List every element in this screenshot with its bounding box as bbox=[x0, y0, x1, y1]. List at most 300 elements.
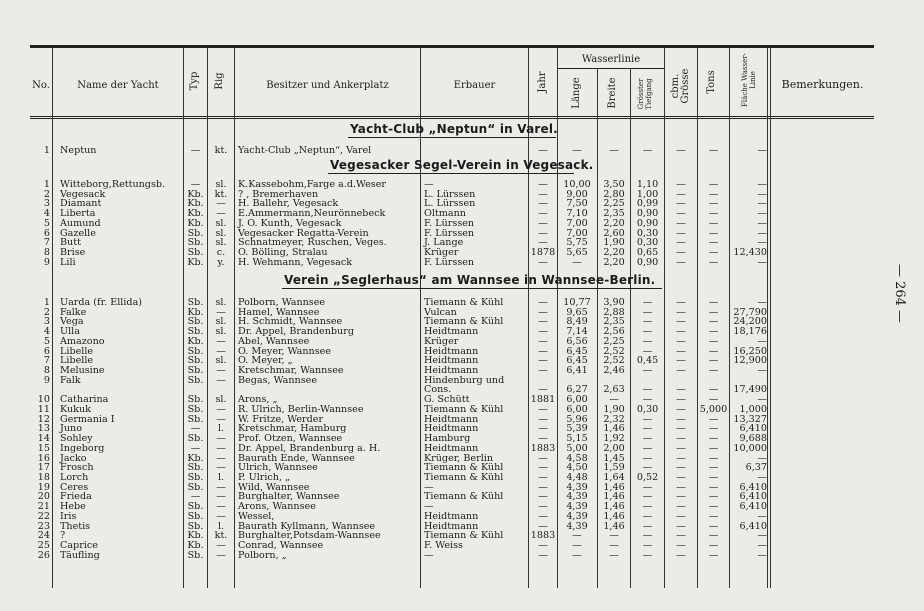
cell-breite: 1,46 bbox=[603, 510, 625, 522]
table-row bbox=[0, 551, 924, 561]
cell-no: 10 bbox=[37, 394, 50, 406]
cell-owner: Wild, Wannsee bbox=[238, 481, 310, 493]
cell-flaeche: — bbox=[757, 198, 767, 210]
cell-owner: Arons, „ bbox=[238, 394, 278, 406]
cell-tons: — bbox=[708, 217, 719, 229]
cell-tons: — bbox=[708, 335, 719, 347]
cell-tons: — bbox=[708, 452, 719, 464]
cell-typ: Kb. bbox=[187, 188, 204, 200]
cell-name: Ceres bbox=[60, 481, 89, 493]
cell-typ: Sb. bbox=[187, 237, 204, 249]
cell-tief: — bbox=[642, 491, 653, 503]
cell-tons: — bbox=[708, 384, 719, 396]
cell-tons: — bbox=[708, 442, 719, 454]
cell-builder: Heidtmann bbox=[424, 326, 479, 338]
cell-flaeche: — bbox=[757, 471, 767, 483]
cell-rig: — bbox=[216, 442, 226, 454]
cell-builder: Vulcan bbox=[424, 306, 457, 318]
cell-tief: — bbox=[642, 501, 653, 513]
cell-builder: Heidtmann bbox=[424, 365, 479, 377]
cell-builder: Heidtmann bbox=[424, 442, 479, 454]
cell-flaeche: 18,176 bbox=[733, 326, 767, 338]
cell-cbm: — bbox=[676, 413, 686, 425]
cell-typ: Kb. bbox=[187, 256, 204, 268]
cell-jahr: — bbox=[538, 237, 548, 249]
cell-no: 2 bbox=[43, 306, 50, 318]
cell-jahr: — bbox=[538, 326, 548, 338]
cell-rig: — bbox=[216, 198, 226, 210]
cell-rig: — bbox=[216, 374, 226, 386]
cell-flaeche: — bbox=[757, 145, 767, 156]
cell-rig: — bbox=[216, 208, 226, 220]
cell-cbm: — bbox=[676, 188, 686, 200]
cell-owner: H. Wehmann, Vegesack bbox=[238, 256, 353, 268]
cell-jahr: — bbox=[538, 227, 548, 239]
cell-tief: — bbox=[642, 540, 653, 551]
cell-breite: 2,60 bbox=[603, 227, 625, 239]
cell-no: 1 bbox=[43, 297, 50, 308]
cell-tons: — bbox=[708, 433, 719, 445]
cell-no: 7 bbox=[43, 355, 50, 367]
header-owner: Besitzer und Ankerplatz bbox=[266, 80, 389, 91]
cell-laenge: 9,65 bbox=[566, 306, 588, 318]
cell-builder: Hamburg bbox=[424, 433, 471, 445]
cell-laenge: — bbox=[572, 549, 582, 561]
cell-typ: Sb. bbox=[187, 501, 204, 513]
cell-laenge: 4,39 bbox=[566, 510, 588, 522]
cell-builder: F. Weiss bbox=[424, 540, 463, 551]
cell-no: 1 bbox=[43, 145, 50, 156]
cell-cbm: — bbox=[676, 335, 686, 347]
cell-cbm: — bbox=[676, 247, 686, 259]
cell-tief: 0,30 bbox=[636, 227, 659, 239]
cell-tons: — bbox=[708, 530, 719, 542]
cell-breite: — bbox=[609, 530, 619, 542]
cell-flaeche: — bbox=[757, 188, 767, 200]
cell-owner: Polborn, Wannsee bbox=[238, 297, 326, 308]
cell-owner: Polborn, „ bbox=[238, 549, 287, 561]
cell-tons: — bbox=[708, 237, 719, 249]
cell-typ: Sb. bbox=[187, 326, 204, 338]
cell-typ: Kb. bbox=[187, 452, 204, 464]
cell-tief: 0,30 bbox=[636, 237, 659, 249]
cell-flaeche: 1,000 bbox=[739, 403, 767, 415]
cell-breite: 1,59 bbox=[603, 462, 625, 474]
cell-cbm: — bbox=[676, 297, 686, 308]
cell-rig: — bbox=[216, 481, 226, 493]
cell-laenge: 4,39 bbox=[566, 481, 588, 493]
cell-no: 7 bbox=[43, 237, 50, 249]
cell-cbm: — bbox=[676, 316, 686, 328]
cell-no: 15 bbox=[37, 442, 50, 454]
cell-tons: — bbox=[708, 247, 719, 259]
cell-rig: sl. bbox=[215, 316, 227, 328]
cell-owner: Kretschmar, Hamburg bbox=[238, 423, 347, 435]
cell-tief: — bbox=[642, 326, 653, 338]
cell-breite: — bbox=[609, 145, 619, 156]
cell-breite: 2,32 bbox=[603, 413, 625, 425]
cell-laenge: 4,39 bbox=[566, 520, 588, 532]
cell-owner: Begas, Wannsee bbox=[238, 374, 317, 386]
cell-cbm: — bbox=[676, 462, 686, 474]
cell-name: Ulla bbox=[60, 326, 80, 338]
cell-typ: Kb. bbox=[187, 217, 204, 229]
cell-name: Thetis bbox=[60, 520, 91, 532]
cell-tief: — bbox=[642, 365, 653, 377]
cell-tief: — bbox=[642, 549, 653, 561]
cell-tons: — bbox=[708, 510, 719, 522]
header-jahr: Jahr bbox=[537, 71, 548, 93]
header-laenge: Länge bbox=[571, 77, 582, 109]
cell-jahr: 1881 bbox=[530, 394, 556, 406]
cell-tief: 0,99 bbox=[636, 198, 659, 210]
cell-rig: y. bbox=[217, 256, 225, 268]
cell-laenge: 5,00 bbox=[566, 442, 588, 454]
cell-flaeche: — bbox=[757, 510, 767, 522]
cell-typ: Sb. bbox=[187, 471, 204, 483]
cell-builder: Krüger, Berlin bbox=[424, 452, 494, 464]
cell-tief: 0,65 bbox=[636, 247, 659, 259]
cell-cbm: — bbox=[676, 217, 686, 229]
cell-jahr: — bbox=[538, 501, 548, 513]
table-row bbox=[0, 238, 924, 248]
cell-name: Witteborg,Rettungsb. bbox=[60, 179, 166, 190]
header-rig: Rig bbox=[214, 72, 225, 90]
cell-tons: — bbox=[708, 520, 719, 532]
cell-laenge: 6,00 bbox=[566, 394, 588, 406]
cell-breite: 2,56 bbox=[603, 326, 625, 338]
cell-breite: 1,90 bbox=[603, 403, 625, 415]
cell-builder: F. Lürssen bbox=[424, 227, 475, 239]
cell-cbm: — bbox=[676, 510, 686, 522]
cell-tons: — bbox=[708, 345, 719, 357]
cell-tons: — bbox=[708, 394, 719, 406]
cell-typ: — bbox=[190, 491, 201, 503]
cell-jahr: 1878 bbox=[530, 247, 556, 259]
cell-cbm: — bbox=[676, 145, 686, 156]
cell-no: 19 bbox=[37, 481, 50, 493]
cell-owner: Prof. Otzen, Wannsee bbox=[238, 433, 343, 445]
cell-typ: — bbox=[190, 442, 201, 454]
cell-laenge: 7,10 bbox=[566, 208, 588, 220]
cell-name: Lili bbox=[60, 256, 76, 268]
cell-cbm: — bbox=[676, 345, 686, 357]
cell-tief: — bbox=[642, 335, 653, 347]
cell-breite: 1,46 bbox=[603, 423, 625, 435]
cell-owner: Ulrich, Wannsee bbox=[238, 462, 318, 474]
table-row bbox=[0, 146, 924, 156]
cell-owner: Baurath Kyllmann, Wannsee bbox=[238, 520, 376, 532]
cell-rig: — bbox=[216, 491, 226, 503]
cell-tons: — bbox=[708, 355, 719, 367]
header-flaeche: Fläche Wasser-Linie bbox=[741, 53, 757, 107]
cell-laenge: 6,45 bbox=[566, 345, 588, 357]
cell-builder: Heidtmann bbox=[424, 423, 479, 435]
cell-flaeche: — bbox=[757, 237, 767, 249]
cell-name: Germania I bbox=[60, 413, 115, 425]
cell-name: Melusine bbox=[60, 365, 105, 377]
cell-typ: Sb. bbox=[187, 365, 204, 377]
cell-flaeche: — bbox=[757, 335, 767, 347]
cell-no: 16 bbox=[37, 452, 50, 464]
cell-jahr: — bbox=[538, 355, 548, 367]
cell-laenge: 4,58 bbox=[566, 452, 588, 464]
cell-jahr: — bbox=[538, 462, 548, 474]
header-wasserlinie: Wasserlinie bbox=[581, 54, 641, 65]
cell-name: Libelle bbox=[60, 345, 94, 357]
cell-name: Diamant bbox=[60, 198, 102, 210]
cell-tons: — bbox=[708, 423, 719, 435]
cell-cbm: — bbox=[676, 179, 686, 190]
cell-tons: — bbox=[708, 188, 719, 200]
cell-owner: Vegesacker Regatta-Verein bbox=[238, 227, 369, 239]
cell-no: 8 bbox=[43, 247, 50, 259]
cell-no: 4 bbox=[43, 326, 50, 338]
cell-tief: 1,00 bbox=[636, 188, 659, 200]
cell-typ: Sb. bbox=[187, 297, 204, 308]
cell-owner: Arons, Wannsee bbox=[238, 501, 316, 513]
header-name: Name der Yacht bbox=[77, 80, 159, 91]
cell-builder: — bbox=[424, 549, 434, 561]
cell-rig: kt. bbox=[214, 145, 228, 156]
cell-owner: Schnatmeyer, Ruschen, Veges. bbox=[238, 237, 387, 249]
cell-jahr: — bbox=[538, 433, 548, 445]
cell-owner: K.Kassebohm,Farge a.d.Weser bbox=[238, 179, 386, 190]
cell-breite: 1,92 bbox=[603, 433, 625, 445]
cell-laenge: 7,00 bbox=[566, 217, 588, 229]
section-title-vegesack: Vegesacker Segel-Verein in Vegesack. bbox=[330, 158, 594, 172]
cell-rig: kt. bbox=[214, 530, 228, 542]
cell-typ: Sb. bbox=[187, 549, 204, 561]
cell-laenge: — bbox=[572, 530, 582, 542]
cell-builder: Krüger bbox=[424, 335, 459, 347]
cell-tief: — bbox=[642, 345, 653, 357]
cell-name: Catharina bbox=[60, 394, 109, 406]
cell-owner: P. Ulrich, „ bbox=[238, 471, 291, 483]
cell-tons: — bbox=[708, 413, 719, 425]
cell-laenge: 5,39 bbox=[566, 423, 588, 435]
cell-owner: J. O. Kunth, Vegesack bbox=[238, 217, 342, 229]
cell-laenge: 6,00 bbox=[566, 403, 588, 415]
cell-builder: Tiemann & Kühl bbox=[424, 530, 504, 542]
cell-cbm: — bbox=[676, 530, 686, 542]
cell-typ: — bbox=[190, 423, 201, 435]
cell-breite: 1,46 bbox=[603, 520, 625, 532]
cell-owner: ? , Bremerhaven bbox=[238, 188, 319, 200]
cell-jahr: — bbox=[538, 217, 548, 229]
cell-jahr: — bbox=[538, 335, 548, 347]
cell-tief: — bbox=[642, 297, 653, 308]
cell-flaeche: 13,327 bbox=[733, 413, 767, 425]
cell-tief: 0,45 bbox=[636, 355, 659, 367]
cell-name: Frieda bbox=[60, 491, 92, 503]
cell-name: Kukuk bbox=[60, 403, 91, 415]
cell-flaeche: 12,430 bbox=[733, 247, 767, 259]
cell-jahr: — bbox=[538, 413, 548, 425]
cell-cbm: — bbox=[676, 384, 686, 396]
cell-no: 25 bbox=[37, 540, 50, 551]
cell-rig: — bbox=[216, 433, 226, 445]
cell-laenge: 9,00 bbox=[566, 188, 588, 200]
cell-rig: — bbox=[216, 335, 226, 347]
cell-builder: F. Lürssen bbox=[424, 217, 475, 229]
cell-laenge: 5,15 bbox=[566, 433, 588, 445]
cell-breite: 2,25 bbox=[603, 335, 625, 347]
cell-cbm: — bbox=[676, 227, 686, 239]
cell-name: Libelle bbox=[60, 355, 94, 367]
cell-owner: Burghalter,Potsdam-Wannsee bbox=[238, 530, 381, 542]
cell-flaeche: — bbox=[757, 217, 767, 229]
cell-cbm: — bbox=[676, 471, 686, 483]
cell-owner: Abel, Wannsee bbox=[238, 335, 310, 347]
cell-owner: Conrad, Wannsee bbox=[238, 540, 324, 551]
cell-breite: 2,20 bbox=[603, 217, 625, 229]
cell-flaeche: — bbox=[757, 179, 767, 190]
cell-jahr: 1883 bbox=[530, 530, 556, 542]
cell-laenge: 5,96 bbox=[566, 413, 588, 425]
cell-typ: Sb. bbox=[187, 247, 204, 259]
cell-typ: Kb. bbox=[187, 540, 204, 551]
cell-tief: 0,90 bbox=[636, 256, 659, 268]
cell-tons: 5,000 bbox=[699, 403, 728, 415]
table-row bbox=[0, 376, 924, 386]
cell-owner: Yacht-Club „Neptun“, Varel bbox=[238, 145, 372, 156]
cell-rig: sl. bbox=[215, 217, 227, 229]
cell-flaeche: 6,410 bbox=[739, 481, 767, 493]
cell-breite: 2,35 bbox=[603, 208, 625, 220]
cell-typ: — bbox=[190, 145, 201, 156]
cell-flaeche: — bbox=[757, 208, 767, 220]
cell-builder: F. Lürssen bbox=[424, 256, 475, 268]
cell-name: Liberta bbox=[60, 208, 96, 220]
cell-builder: Tiemann & Kühl bbox=[424, 297, 504, 308]
cell-name: Neptun bbox=[60, 145, 97, 156]
cell-typ: Sb. bbox=[187, 462, 204, 474]
cell-name: Vega bbox=[60, 316, 84, 328]
cell-typ: Sb. bbox=[187, 316, 204, 328]
cell-rig: sl. bbox=[215, 355, 227, 367]
header-builder: Erbauer bbox=[453, 80, 496, 91]
cell-name: Amazono bbox=[60, 335, 105, 347]
cell-cbm: — bbox=[676, 198, 686, 210]
cell-builder: Heidtmann bbox=[424, 355, 479, 367]
top-rule bbox=[30, 45, 874, 48]
cell-tief: — bbox=[642, 530, 653, 542]
cell-rig: — bbox=[216, 549, 226, 561]
cell-cbm: — bbox=[676, 355, 686, 367]
cell-cbm: — bbox=[676, 433, 686, 445]
cell-typ: — bbox=[190, 179, 201, 190]
cell-builder: — bbox=[424, 501, 434, 513]
cell-breite: — bbox=[609, 540, 619, 551]
cell-rig: l. bbox=[217, 423, 225, 435]
cell-owner: Hamel, Wannsee bbox=[238, 306, 320, 318]
cell-laenge: 5,75 bbox=[566, 237, 588, 249]
cell-tons: — bbox=[708, 316, 719, 328]
cell-tief: — bbox=[642, 394, 653, 406]
cell-name: Sohley bbox=[60, 433, 93, 445]
cell-flaeche: — bbox=[757, 540, 767, 551]
cell-no: 12 bbox=[37, 413, 50, 425]
cell-rig: sl. bbox=[215, 227, 227, 239]
cell-laenge: 6,27 bbox=[566, 384, 588, 396]
cell-tief: — bbox=[642, 145, 653, 156]
cell-breite: 3,50 bbox=[603, 179, 625, 190]
cell-cbm: — bbox=[676, 365, 686, 377]
cell-rig: sl. bbox=[215, 394, 227, 406]
cell-name: ? bbox=[60, 530, 66, 542]
cell-jahr: — bbox=[538, 452, 548, 464]
table-row bbox=[0, 541, 924, 551]
cell-jahr: — bbox=[538, 403, 548, 415]
cell-tief: — bbox=[642, 423, 653, 435]
cell-flaeche: — bbox=[757, 452, 767, 464]
cell-flaeche: — bbox=[757, 549, 767, 561]
cell-cbm: — bbox=[676, 326, 686, 338]
cell-tief: — bbox=[642, 413, 653, 425]
cell-no: 5 bbox=[43, 335, 50, 347]
cell-owner: R. Ulrich, Berlin-Wannsee bbox=[238, 403, 364, 415]
cell-rig: — bbox=[216, 413, 226, 425]
cell-laenge: — bbox=[572, 256, 582, 268]
cell-laenge: 7,14 bbox=[566, 326, 588, 338]
cell-laenge: 5,65 bbox=[566, 247, 588, 259]
cell-flaeche: — bbox=[757, 297, 767, 308]
cell-name: Juno bbox=[60, 423, 82, 435]
cell-flaeche: 17,490 bbox=[733, 384, 767, 396]
cell-jahr: — bbox=[538, 316, 548, 328]
cell-breite: 2,20 bbox=[603, 256, 625, 268]
cell-typ: Sb. bbox=[187, 345, 204, 357]
cell-breite: — bbox=[609, 549, 619, 561]
cell-no: 6 bbox=[43, 345, 50, 357]
cell-typ: Sb. bbox=[187, 510, 204, 522]
cell-jahr: — bbox=[538, 471, 548, 483]
cell-name: Falke bbox=[60, 306, 87, 318]
page-number: — 264 — bbox=[892, 263, 908, 324]
cell-flaeche: 6,410 bbox=[739, 501, 767, 513]
cell-tons: — bbox=[708, 208, 719, 220]
cell-tief: — bbox=[642, 481, 653, 493]
cell-rig: l. bbox=[217, 471, 225, 483]
cell-name: Uarda (fr. Ellida) bbox=[60, 297, 143, 308]
cell-no: 5 bbox=[43, 217, 50, 229]
cell-rig: — bbox=[216, 306, 226, 318]
table-row bbox=[0, 298, 924, 308]
cell-breite: 2,80 bbox=[603, 188, 625, 200]
cell-typ: Sb. bbox=[187, 403, 204, 415]
cell-jahr: — bbox=[538, 423, 548, 435]
header-no: No. bbox=[32, 80, 50, 91]
cell-name: Täufling bbox=[60, 549, 100, 561]
cell-flaeche: 6,410 bbox=[739, 491, 767, 503]
cell-breite: 2,20 bbox=[603, 247, 625, 259]
cell-builder: Tiemann & Kühl bbox=[424, 462, 504, 474]
cell-jahr: — bbox=[538, 208, 548, 220]
cell-laenge: 10,77 bbox=[563, 297, 591, 308]
cell-builder: J. Lange bbox=[424, 237, 464, 249]
cell-name: Gazelle bbox=[60, 227, 96, 239]
cell-tief: — bbox=[642, 442, 653, 454]
cell-name: Frosch bbox=[60, 462, 94, 474]
cell-cbm: — bbox=[676, 442, 686, 454]
cell-laenge: 4,39 bbox=[566, 501, 588, 513]
cell-no: 8 bbox=[43, 365, 50, 377]
cell-typ: Sb. bbox=[187, 374, 204, 386]
cell-builder: Tiemann & Kühl bbox=[424, 403, 504, 415]
cell-breite: — bbox=[609, 394, 619, 406]
cell-name: Falk bbox=[60, 374, 81, 386]
